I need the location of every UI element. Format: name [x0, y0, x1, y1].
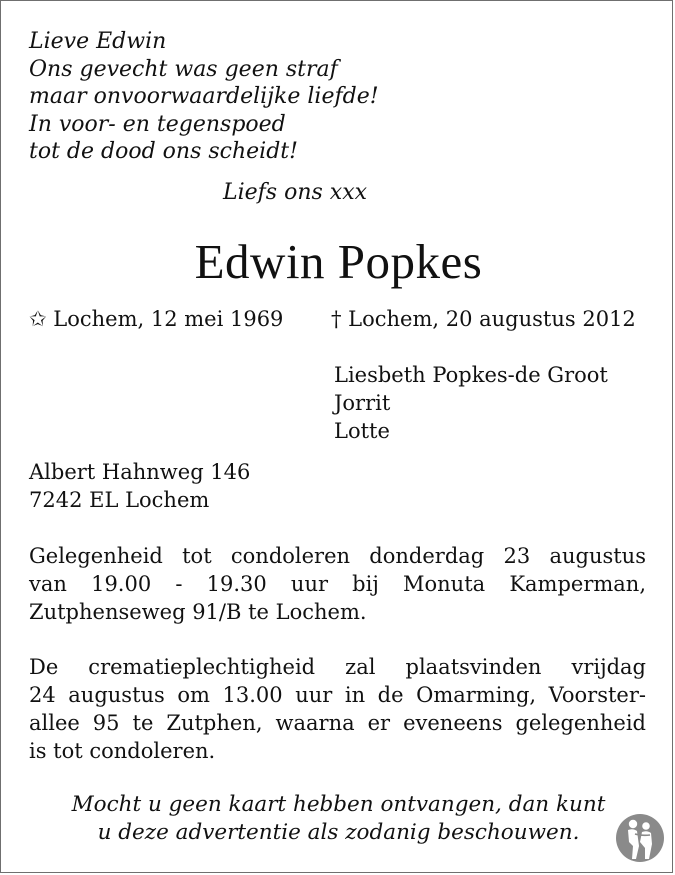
embrace-figures-logo-icon — [615, 812, 665, 864]
paragraph-line: Zutphenseweg 91/B te Lochem. — [29, 600, 367, 624]
family-list — [334, 361, 608, 445]
ceremony-paragraph — [29, 653, 646, 765]
poem-line: maar onvoorwaardelijke liefde! — [29, 84, 379, 109]
paragraph-line: is tot condoleren. — [29, 739, 216, 763]
closing-line: u deze advertentie als zodanig beschouwen. — [97, 820, 580, 845]
family-member: Liesbeth Popkes-de Groot — [334, 363, 608, 387]
paragraph-line: allee 95 te Zutphen, waarna er eveneens gelegenheid — [29, 711, 646, 735]
address — [29, 458, 250, 514]
deceased-name: Edwin Popkes — [194, 234, 483, 289]
poem-signature: Liefs ons xxx — [223, 180, 368, 205]
poem-line: Ons gevecht was geen straf — [29, 56, 338, 82]
family-member: Jorrit — [334, 391, 391, 415]
paragraph-line: van 19.00 - 19.30 uur bij Monuta Kamperman, — [29, 572, 646, 596]
paragraph-line: De crematieplechtigheid zal plaatsvinden vrijdag — [29, 655, 646, 679]
poem-line: In voor- en tegenspoed — [29, 111, 286, 137]
closing-line: Mocht u geen kaart hebben ontvangen, dan kunt — [71, 792, 606, 817]
death-info: † Lochem, 20 augustus 2012 — [331, 307, 636, 331]
poem-line: tot de dood ons scheidt! — [29, 139, 298, 164]
poem-line: Lieve Edwin — [29, 29, 167, 54]
poem — [29, 28, 379, 166]
paragraph-line: Gelegenheid tot condoleren donderdag 23 augustus — [29, 544, 646, 568]
family-member: Lotte — [334, 419, 390, 443]
closing-note — [1, 791, 675, 847]
condolence-paragraph — [29, 542, 646, 626]
birth-info: ✩ Lochem, 12 mei 1969 — [29, 307, 284, 331]
address-city: 7242 EL Lochem — [29, 488, 210, 512]
paragraph-line: 24 augustus om 13.00 uur in de Omarming, Voorster- — [29, 683, 646, 707]
address-street: Albert Hahnweg 146 — [29, 460, 251, 484]
